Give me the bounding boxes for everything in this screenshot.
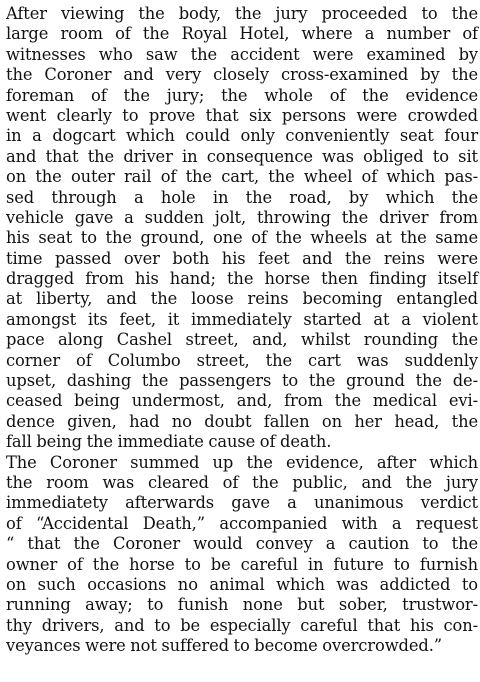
text-line: of “Accidental Death,” accompanied with a request [6,513,478,533]
paragraph-verdict [6,453,478,657]
text-line: in a dogcart which could only conveniently seat four [6,126,478,146]
text-line: amongst its feet, it immediately started at a violent [6,309,478,329]
text-line: ceased being undermost, and, from the medical evi- [6,391,478,411]
text-line: dragged from his hand; the horse then finding itself [6,269,478,289]
text-line: his seat to the ground, one of the wheels at the same [6,228,478,248]
text-line: on such occasions no animal which was addicted to [6,574,478,594]
text-line: at liberty, and the loose reins becoming entangled [6,289,478,309]
text-line: owner of the horse to be careful in future to furnish [6,554,478,574]
text-line: “ that the Coroner would convey a caution to the [6,534,478,554]
text-line: foreman of the jury; the whole of the evidence [6,85,478,105]
text-line: After viewing the body, the jury proceeded to the [6,4,478,23]
text-line: The Coroner summed up the evidence, after which [6,452,478,472]
paragraph-inquest-proceedings [6,4,478,453]
text-line: vehicle gave a sudden jolt, throwing the driver from [6,207,478,227]
text-line: on the outer rail of the cart, the wheel of which pas- [6,167,478,187]
text-line: large room of the Royal Hotel, where a number of [6,24,478,44]
text-line: corner of Columbo street, the cart was suddenly [6,350,478,370]
text-line: the Coroner and very closely cross-examined by the [6,65,478,85]
text-line: sed through a hole in the road, by which the [6,187,478,207]
text-line: time passed over both his feet and the reins were [6,248,478,268]
text-line: veyances were not suffered to become overcrowded.” [6,636,443,656]
text-line: fall being the immediate cause of death. [6,432,332,452]
text-line: immediatety afterwards gave a unanimous verdict [6,493,478,513]
text-line: thy drivers, and to be especially careful that his con- [6,615,478,635]
text-line: upset, dashing the passengers to the ground the de- [6,371,478,391]
newspaper-article [6,4,478,657]
text-line: witnesses who saw the accident were examined by [6,44,478,64]
text-line: the room was cleared of the public, and the jury [6,472,478,492]
text-line: running away; to funish none but sober, trustwor- [6,595,478,615]
text-line: went clearly to prove that six persons were crowded [6,105,478,125]
text-line: and that the driver in consequence was obliged to sit [6,146,478,166]
text-line: dence given, had no doubt fallen on her head, the [6,411,478,431]
text-line: pace along Cashel street, and, whilst rounding the [6,330,478,350]
